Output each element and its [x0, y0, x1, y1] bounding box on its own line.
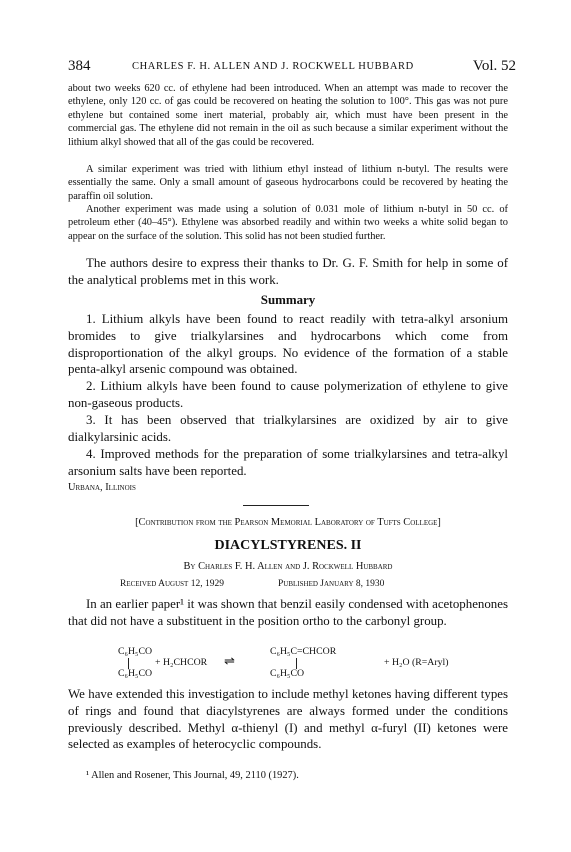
summary-heading: Summary — [260, 293, 316, 307]
header-authors: CHARLES F. H. ALLEN AND J. ROCKWELL HUBBARD — [132, 61, 414, 72]
location-line: Urbana, Illinois — [68, 482, 136, 493]
equilibrium-arrow: ⇌ — [224, 653, 235, 668]
summary-item: 2. Lithium alkyls have been found to cause polymerization of ethylene to give non-gaseous products. — [68, 379, 508, 410]
intro-paragraph: In an earlier paper¹ it was shown that benzil easily condensed with acetophenones that did not have a substituent in the position ortho to the carbonyl group. — [68, 597, 508, 628]
summary-item: 4. Improved methods for the preparation of some trialkylarsines and tetra-alkyl arsonium salts have been reported. — [68, 447, 508, 478]
page-number: 384 — [68, 58, 91, 74]
acknowledgment-paragraph: The authors desire to express their thanks to Dr. G. F. Smith for help in some of the analytical problems met in this work. — [68, 256, 508, 287]
body-paragraph: We have extended this investigation to include methyl ketones having different types of rings and found that diacylstyrenes are always formed under the conditions previously described. Methyl α-thienyl (I) and methyl α-furyl (II) ketones were selected as examples of heterocyclic compounds. — [68, 687, 508, 752]
received-date: Received August 12, 1929 — [120, 579, 224, 589]
equation-right-bottom: C₆H₅CO — [270, 668, 305, 679]
equation-product: + H₂O (R=Aryl) — [384, 657, 449, 668]
experimental-paragraph: Another experiment was made using a solution of 0.031 mole of lithium n-butyl in 50 cc. of petroleum ether (40–45°). Ethylene was absorbed readily and within two weeks a white solid began to appear on the surface of the solution. This solid has not been studied further. — [68, 204, 508, 242]
footnote: ¹ Allen and Rosener, This Journal, 49, 2110 (1927). — [86, 770, 299, 781]
article-title: DIACYLSTYRENES. II — [214, 538, 362, 553]
summary-item: 1. Lithium alkyls have been found to react readily with tetra-alkyl arsonium bromides to give trialkylarsines and hydrocarbons which come from disproportionation of the alkyl groups. No evidence of the formation of a stable penta-alkyl arsenic compound was obtained. — [68, 312, 508, 377]
contribution-line: [Contribution from the Pearson Memorial Laboratory of Tufts College] — [135, 517, 441, 528]
experimental-paragraph: A similar experiment was tried with lithium ethyl instead of lithium n-butyl. The results were essentially the same. Only a small amount of gaseous hydrocarbons could be recovered by heating the paraffin oil solution. — [68, 164, 508, 202]
byline: By Charles F. H. Allen and J. Rockwell Hubbard — [183, 561, 393, 572]
equation-left-bottom: C₆H₅CO — [118, 668, 153, 679]
equation-reagent: + H₂CHCOR — [155, 657, 208, 668]
section-divider — [243, 505, 309, 506]
volume-number: Vol. 52 — [472, 58, 516, 74]
equation-right-top: C₆H₅C=CHCOR — [270, 646, 337, 657]
running-header — [68, 58, 516, 78]
summary-item: 3. It has been observed that trialkylarsines are oxidized by air to give dialkylarsinic acids. — [68, 413, 508, 444]
published-date: Published January 8, 1930 — [278, 579, 385, 589]
equation-left-top: C₆H₅CO — [118, 646, 153, 657]
experimental-paragraph: about two weeks 620 cc. of ethylene had been introduced. When an attempt was made to recover the ethylene, only 120 cc. of gas could be recovered on heating the solution to 100°. This gas was not pure ethylene but contained some inert material, probably air, which must have been present in the commercial gas. The ethylene did not remain in the oil as such because a similar experiment without the lithium alkyl showed that all of the gas could be recovered. — [68, 83, 508, 148]
